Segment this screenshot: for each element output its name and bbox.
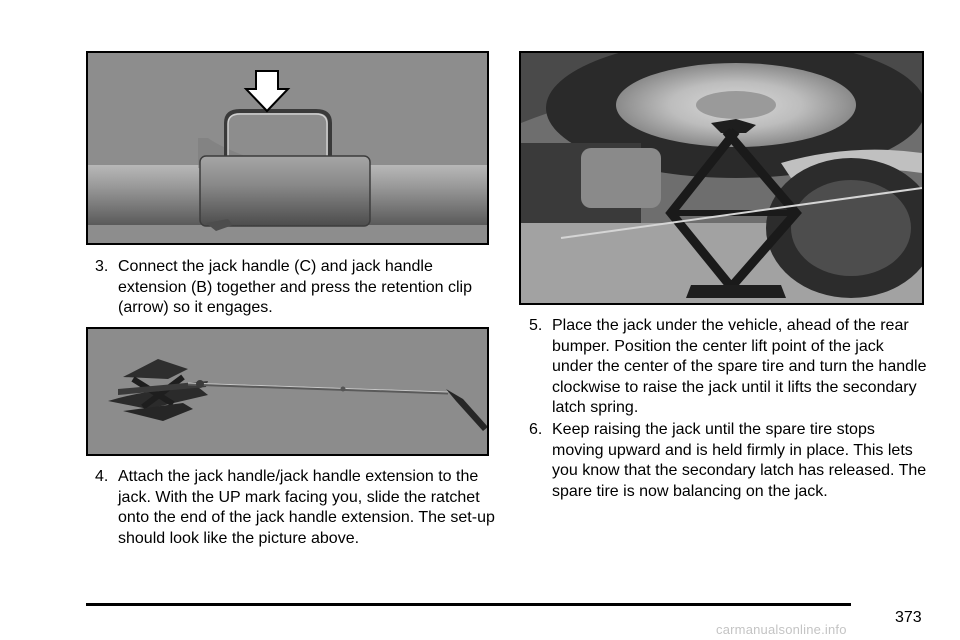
retention-clip-illustration <box>88 53 487 243</box>
watermark: carmanualsonline.info <box>716 622 847 637</box>
step-number: 3. <box>95 258 109 275</box>
footer-rule <box>86 603 851 606</box>
step-text: Keep raising the jack until the spare tire stops moving upward and is held firmly in place. This lets you know that the secondary latch has released. The spare tire is now balancing on the jack. <box>552 421 927 500</box>
page-number: 373 <box>895 609 922 626</box>
step-text: Place the jack under the vehicle, ahead of the rear bumper. Position the center lift point of the jack under the center of the spare tire and turn the handle clockwise to raise the jack until it lifts the secondary latch spring. <box>552 317 927 416</box>
step-number: 4. <box>95 468 109 485</box>
step-number: 6. <box>529 421 543 438</box>
step-number: 5. <box>529 317 543 334</box>
step-3 <box>95 257 495 319</box>
step-4 <box>95 467 495 549</box>
step-6 <box>529 420 929 502</box>
step-text: Connect the jack handle (C) and jack handle extension (B) together and press the retention clip (arrow) so it engages. <box>118 258 472 316</box>
jack-assembly-illustration <box>88 329 487 454</box>
jack-under-vehicle-photo <box>521 53 922 303</box>
step-5 <box>529 316 929 419</box>
figure-jack-assembly <box>86 327 489 456</box>
step-text: Attach the jack handle/jack handle extension to the jack. With the UP mark facing you, slide the ratchet onto the end of the jack handle extension. The set-up should look like the picture above. <box>118 468 495 547</box>
figure-retention-clip <box>86 51 489 245</box>
figure-jack-under-vehicle <box>519 51 924 305</box>
